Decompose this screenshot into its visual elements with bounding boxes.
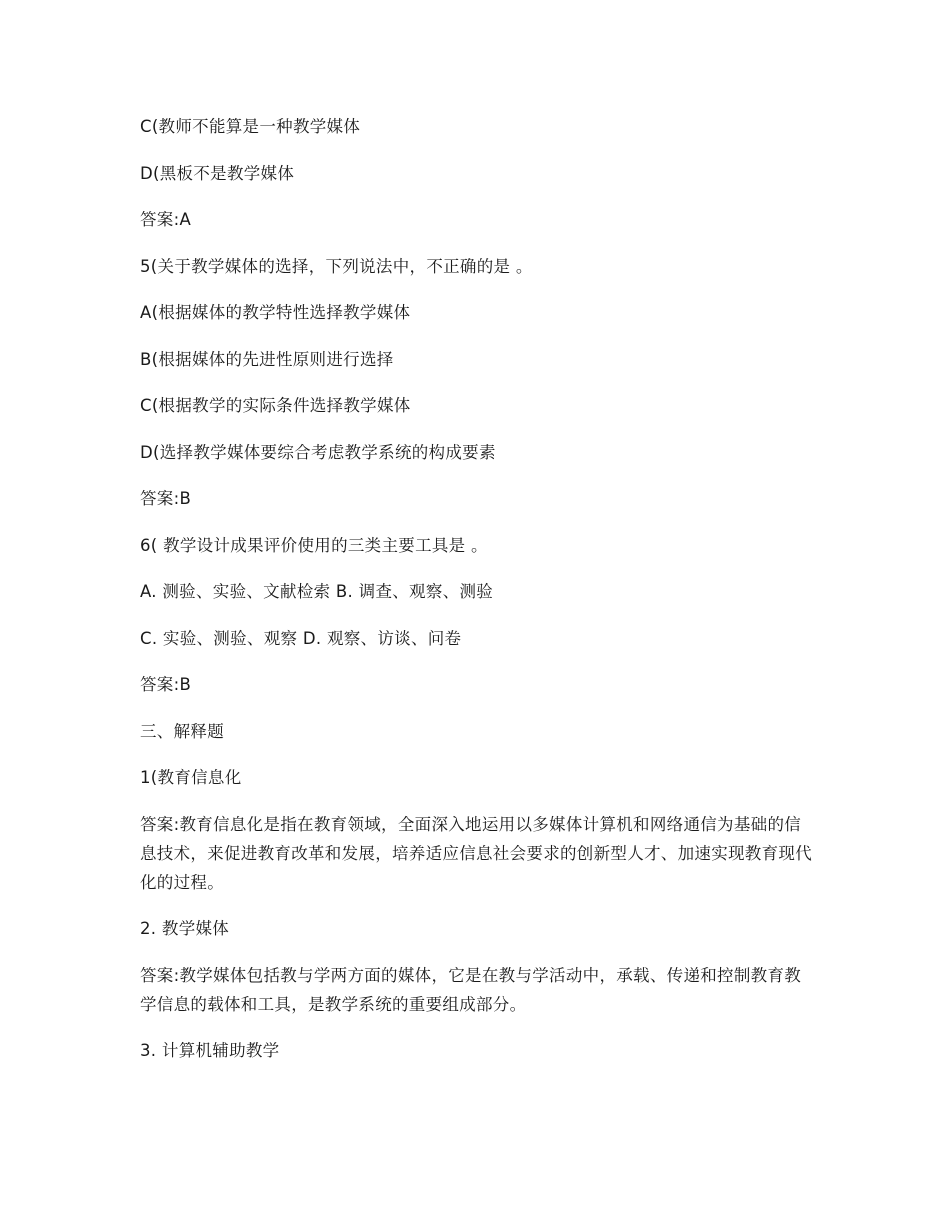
option-c-q4: C(教师不能算是一种教学媒体 (140, 117, 361, 136)
term-3: 3. 计算机辅助教学 (140, 1041, 280, 1060)
term-2: 2. 教学媒体 (140, 919, 230, 938)
question-6: 6( 教学设计成果评价使用的三类主要工具是 。 (140, 535, 488, 555)
options-cd-q6: C. 实验、测验、观察 D. 观察、访谈、问卷 (140, 628, 462, 648)
option-d-q4: D(黑板不是教学媒体 (140, 163, 295, 183)
answer-q6: 答案:B (140, 675, 192, 694)
options-ab-q6: A. 测验、实验、文献检索 B. 调查、观察、测验 (140, 582, 494, 601)
answer-q4: 答案:A (140, 210, 192, 229)
option-c-q5: C(根据教学的实际条件选择教学媒体 (140, 396, 411, 415)
option-d-q5: D(选择教学媒体要综合考虑教学系统的构成要素 (140, 442, 496, 462)
definition-2: 答案:教学媒体包括教与学两方面的媒体，它是在教与学活动中，承载、传递和控制教育教学信息的载体和工具，是教学系统的重要组成部分。 (140, 965, 802, 1014)
term-1: 1(教育信息化 (140, 768, 242, 787)
definition-1: 答案:教育信息化是指在教育领域，全面深入地运用以多媒体计算机和网络通信为基础的信息技术，来促进教育改革和发展，培养适应信息社会要求的创新型人才、加速实现教育现代化的过程。 (140, 814, 812, 892)
option-b-q5: B(根据媒体的先进性原则进行选择 (140, 349, 394, 369)
answer-q5: 答案:B (140, 489, 192, 508)
option-a-q5: A(根据媒体的教学特性选择教学媒体 (140, 303, 411, 322)
document-page (140, 112, 812, 1083)
question-5: 5(关于教学媒体的选择，下列说法中，不正确的是 。 (140, 256, 533, 276)
section-heading: 三、解释题 (140, 721, 224, 741)
